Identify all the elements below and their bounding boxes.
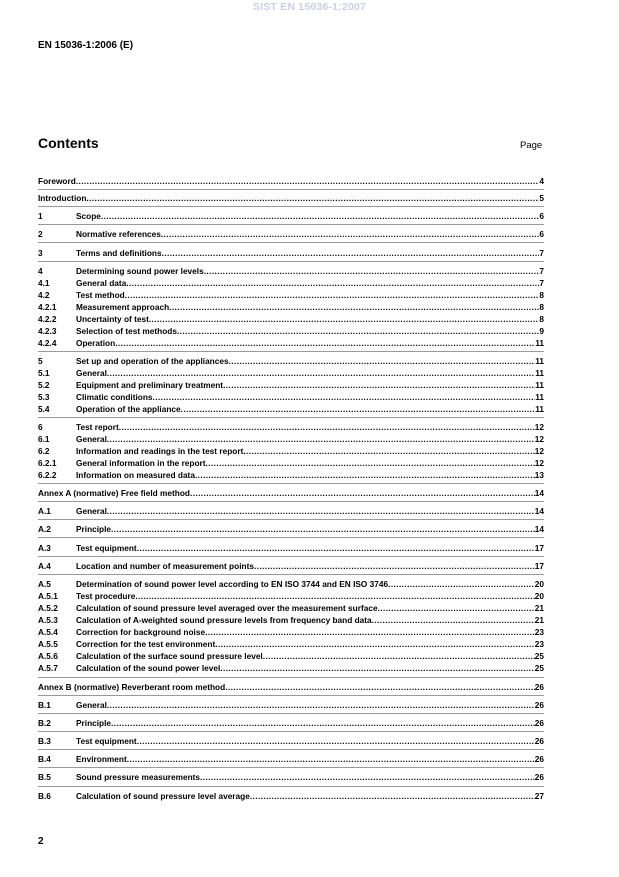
toc-entry-title: General: [76, 700, 107, 710]
dot-leader: [229, 356, 536, 367]
toc-entry-number: B.3: [38, 736, 51, 746]
toc-entry-number: 4.2.1: [38, 302, 57, 312]
toc-divider: [38, 242, 544, 243]
toc-entry-title: Operation of the appliance: [76, 404, 181, 414]
dot-leader: [135, 591, 534, 602]
dot-leader: [111, 524, 535, 535]
toc-entry[interactable]: [38, 392, 544, 403]
toc-entry[interactable]: [38, 772, 544, 783]
dot-leader: [161, 229, 540, 240]
toc-entry-number: 4.2.2: [38, 314, 57, 324]
toc-entry-page: 13: [534, 470, 544, 480]
dot-leader: [137, 736, 535, 747]
toc-entry-page: 14: [534, 506, 544, 516]
toc-entry[interactable]: [38, 338, 544, 349]
dot-leader: [126, 278, 539, 289]
toc-entry-number: 4.1: [38, 278, 50, 288]
toc-entry[interactable]: [38, 380, 544, 391]
toc-entry[interactable]: [38, 422, 544, 433]
toc-entry-page: 4: [539, 176, 544, 186]
toc-entry[interactable]: [38, 700, 544, 711]
toc-entry-page: 8: [539, 314, 544, 324]
toc-entry[interactable]: [38, 356, 544, 367]
toc-entry-page: 14: [534, 524, 544, 534]
toc-entry-page: 12: [534, 434, 544, 444]
dot-leader: [127, 754, 535, 765]
toc-entry-title: General: [76, 434, 107, 444]
toc-entry[interactable]: [38, 404, 544, 415]
toc-entry[interactable]: [38, 736, 544, 747]
document-id: EN 15036-1:2006 (E): [38, 40, 134, 51]
toc-entry-page: 26: [534, 772, 544, 782]
dot-leader: [206, 458, 535, 469]
toc-entry-title: Determining sound power levels: [76, 266, 204, 276]
toc-entry-page: 20: [534, 579, 544, 589]
toc-entry[interactable]: [38, 326, 544, 337]
dot-leader: [125, 290, 540, 301]
toc-entry-title: Scope: [76, 211, 101, 221]
toc-entry-number: 4: [38, 266, 43, 276]
toc-entry-number: A.5.7: [38, 663, 58, 673]
toc-entry[interactable]: [38, 791, 544, 802]
contents-heading: Contents: [38, 135, 99, 151]
toc-entry[interactable]: [38, 579, 544, 590]
toc-entry-page: 26: [534, 682, 544, 692]
toc-entry-title: Uncertainty of test: [76, 314, 149, 324]
toc-entry-page: 7: [539, 278, 544, 288]
toc-entry-page: 26: [534, 736, 544, 746]
toc-entry-number: 5.2: [38, 380, 50, 390]
toc-entry-page: 21: [534, 615, 544, 625]
toc-entry[interactable]: [38, 488, 544, 499]
dot-leader: [111, 718, 535, 729]
toc-entry[interactable]: [38, 470, 544, 481]
toc-entry[interactable]: [38, 248, 544, 259]
dot-leader: [215, 639, 535, 650]
toc-entry-title: Measurement approach: [76, 302, 170, 312]
toc-entry-page: 12: [534, 446, 544, 456]
toc-entry-number: B.2: [38, 718, 51, 728]
toc-entry-page: 8: [539, 290, 544, 300]
dot-leader: [107, 700, 535, 711]
toc-entry[interactable]: [38, 314, 544, 325]
toc-entry-title: Test procedure: [76, 591, 136, 601]
dot-leader: [107, 506, 535, 517]
toc-entry-page: 6: [539, 211, 544, 221]
dot-leader: [149, 314, 540, 325]
toc-divider: [38, 351, 544, 352]
toc-entry-title: Climatic conditions: [76, 392, 153, 402]
toc-entry-number: A.5: [38, 579, 51, 589]
toc-entry-title: Terms and definitions: [76, 248, 162, 258]
toc-entry-number: 4.2: [38, 290, 50, 300]
watermark: SIST EN 15036-1:2007: [252, 1, 367, 13]
toc-entry-page: 25: [534, 663, 544, 673]
dot-leader: [378, 603, 535, 614]
toc-entry-number: A.1: [38, 506, 51, 516]
dot-leader: [204, 266, 540, 277]
toc-entry[interactable]: [38, 229, 544, 240]
dot-leader: [195, 470, 535, 481]
toc-entry-title: Test equipment: [76, 543, 137, 553]
toc-entry-number: 6.2.2: [38, 470, 57, 480]
toc-entry-page: 20: [534, 591, 544, 601]
toc-entry[interactable]: [38, 446, 544, 457]
toc-entry-page: 6: [539, 229, 544, 239]
toc-entry-number: A.3: [38, 543, 51, 553]
toc-entry-number: 4.2.3: [38, 326, 57, 336]
dot-leader: [86, 193, 539, 204]
dot-leader: [372, 615, 535, 626]
toc-entry-title: Selection of test methods: [76, 326, 177, 336]
dot-leader: [190, 488, 535, 499]
toc-entry-number: 4.2.4: [38, 338, 57, 348]
toc-entry[interactable]: [38, 176, 544, 187]
toc-entry[interactable]: [38, 193, 544, 204]
toc-entry-title: Calculation of sound pressure level averaged over the measurement surface: [76, 603, 378, 613]
toc-entry-page: 23: [534, 627, 544, 637]
dot-leader: [107, 368, 535, 379]
toc-entry-page: 26: [534, 700, 544, 710]
dot-leader: [153, 392, 536, 403]
toc-entry[interactable]: [38, 663, 544, 674]
toc-entry-number: A.5.6: [38, 651, 58, 661]
dot-leader: [137, 543, 535, 554]
dot-leader: [177, 326, 539, 337]
toc-entry-page: 12: [534, 422, 544, 432]
toc-entry-number: B.1: [38, 700, 51, 710]
toc-entry[interactable]: [38, 266, 544, 277]
toc-entry[interactable]: [38, 627, 544, 638]
toc-entry-page: 26: [534, 718, 544, 728]
toc-divider: [38, 519, 544, 520]
dot-leader: [181, 404, 536, 415]
toc-divider: [38, 556, 544, 557]
toc-entry-number: 6: [38, 422, 43, 432]
toc-entry[interactable]: [38, 754, 544, 765]
toc-entry-title: Foreword: [38, 176, 76, 186]
toc-entry-title: Test equipment: [76, 736, 137, 746]
page-column-label: Page: [520, 140, 543, 151]
toc-entry-number: A.2: [38, 524, 51, 534]
toc-entry[interactable]: [38, 302, 544, 313]
toc-entry-title: Set up and operation of the appliances: [76, 356, 229, 366]
toc-entry[interactable]: [38, 615, 544, 626]
toc-entry-title: Annex A (normative) Free field method: [38, 488, 190, 498]
toc-entry[interactable]: [38, 543, 544, 554]
toc-entry-number: B.4: [38, 754, 51, 764]
toc-divider: [38, 749, 544, 750]
toc-divider: [38, 261, 544, 262]
toc-entry-number: B.5: [38, 772, 51, 782]
toc-divider: [38, 767, 544, 768]
toc-entry-title: Location and number of measurement points: [76, 561, 254, 571]
toc-entry-number: A.4: [38, 561, 51, 571]
toc-entry-number: 6.1: [38, 434, 50, 444]
toc-entry-title: Principle: [76, 524, 112, 534]
dot-leader: [205, 627, 535, 638]
toc-entry-number: A.5.2: [38, 603, 58, 613]
toc-entry-title: Calculation of the surface sound pressure level: [76, 651, 263, 661]
dot-leader: [107, 434, 535, 445]
toc-divider: [38, 713, 544, 714]
dot-leader: [76, 176, 540, 187]
toc-entry-number: 5.4: [38, 404, 50, 414]
toc-entry-title: Equipment and preliminary treatment: [76, 380, 224, 390]
toc-entry-title: Calculation of the sound power level: [76, 663, 221, 673]
toc-entry-page: 26: [534, 754, 544, 764]
toc-entry[interactable]: [38, 368, 544, 379]
toc-entry-title: Annex B (normative) Reverberant room method: [38, 682, 226, 692]
toc-divider: [38, 206, 544, 207]
toc-entry-number: A.5.4: [38, 627, 58, 637]
toc-entry-title: Test report: [76, 422, 119, 432]
toc-entry-page: 21: [534, 603, 544, 613]
dot-leader: [169, 302, 539, 313]
toc-entry-page: 12: [534, 458, 544, 468]
toc-entry-page: 7: [539, 248, 544, 258]
dot-leader: [250, 791, 535, 802]
toc-divider: [38, 224, 544, 225]
dot-leader: [388, 579, 535, 590]
toc-entry-number: 6.2.1: [38, 458, 57, 468]
toc-entry-page: 11: [535, 404, 544, 414]
toc-entry-title: Calculation of sound pressure level average: [76, 791, 250, 801]
dot-leader: [263, 651, 535, 662]
toc-divider: [38, 483, 544, 484]
dot-leader: [101, 211, 539, 222]
toc-entry-number: 5: [38, 356, 43, 366]
toc-entry-title: General data: [76, 278, 127, 288]
toc-entry-title: Test method: [76, 290, 125, 300]
toc-entry-number: 2: [38, 229, 43, 239]
toc-entry[interactable]: [38, 682, 544, 693]
toc-entry-number: 3: [38, 248, 43, 258]
toc-entry-title: Normative references: [76, 229, 161, 239]
toc-entry-page: 7: [539, 266, 544, 276]
toc-entry-title: Sound pressure measurements: [76, 772, 201, 782]
toc-entry-page: 23: [534, 639, 544, 649]
toc-divider: [38, 695, 544, 696]
toc-entry[interactable]: [38, 718, 544, 729]
toc-entry[interactable]: [38, 524, 544, 535]
dot-leader: [162, 248, 540, 259]
toc-entry-page: 14: [534, 488, 544, 498]
toc-entry-title: General: [76, 368, 107, 378]
toc-entry[interactable]: [38, 278, 544, 289]
toc-entry[interactable]: [38, 458, 544, 469]
toc-entry-page: 8: [539, 302, 544, 312]
toc-entry-title: Environment: [76, 754, 127, 764]
toc-divider: [38, 731, 544, 732]
toc-entry-number: 5.1: [38, 368, 50, 378]
dot-leader: [254, 561, 535, 572]
toc-entry-title: Information and readings in the test report: [76, 446, 244, 456]
toc-entry[interactable]: [38, 639, 544, 650]
toc-divider: [38, 501, 544, 502]
toc-entry-number: A.5.1: [38, 591, 58, 601]
page-number: 2: [38, 836, 44, 847]
toc-divider: [38, 417, 544, 418]
toc-divider: [38, 537, 544, 538]
toc-entry-title: General: [76, 506, 107, 516]
toc-entry[interactable]: [38, 434, 544, 445]
toc-divider: [38, 786, 544, 787]
toc-entry[interactable]: [38, 603, 544, 614]
toc-entry-title: Operation: [76, 338, 116, 348]
toc-divider: [38, 677, 544, 678]
toc-entry-page: 11: [535, 380, 544, 390]
toc-entry-page: 27: [534, 791, 544, 801]
toc-entry-page: 11: [535, 392, 544, 402]
toc-entry-title: Principle: [76, 718, 112, 728]
toc-entry-number: 6.2: [38, 446, 50, 456]
toc-entry-number: B.6: [38, 791, 51, 801]
toc-entry-title: Introduction: [38, 193, 87, 203]
toc-entry[interactable]: [38, 211, 544, 222]
toc-entry[interactable]: [38, 651, 544, 662]
dot-leader: [243, 446, 534, 457]
toc-entry-title: Determination of sound power level according to EN ISO 3744 and EN ISO 3746: [76, 579, 389, 589]
toc-entry[interactable]: [38, 561, 544, 572]
toc-entry[interactable]: [38, 290, 544, 301]
dot-leader: [220, 663, 534, 674]
toc-entry-number: 1: [38, 211, 43, 221]
toc-divider: [38, 189, 544, 190]
dot-leader: [115, 338, 535, 349]
toc-entry-title: Correction for background noise: [76, 627, 206, 637]
toc-entry-page: 11: [535, 338, 544, 348]
toc-entry-number: A.5.3: [38, 615, 58, 625]
toc-entry-page: 9: [539, 326, 544, 336]
toc-entry-page: 25: [534, 651, 544, 661]
toc-entry-page: 17: [534, 561, 544, 571]
dot-leader: [200, 772, 535, 783]
toc-entry-page: 11: [535, 368, 544, 378]
toc-divider: [38, 574, 544, 575]
toc-entry-title: Correction for the test environment: [76, 639, 216, 649]
toc-entry-page: 17: [534, 543, 544, 553]
toc-entry-number: 5.3: [38, 392, 50, 402]
toc-entry-title: Calculation of A-weighted sound pressure levels from frequency band data: [76, 615, 372, 625]
toc-entry[interactable]: [38, 591, 544, 602]
dot-leader: [119, 422, 535, 433]
toc-entry-page: 11: [535, 356, 544, 366]
dot-leader: [225, 682, 535, 693]
toc-entry[interactable]: [38, 506, 544, 517]
toc-entry-number: A.5.5: [38, 639, 58, 649]
toc-entry-title: General information in the report: [76, 458, 206, 468]
dot-leader: [223, 380, 535, 391]
toc-entry-title: Information on measured data: [76, 470, 195, 480]
toc-entry-page: 5: [539, 193, 544, 203]
